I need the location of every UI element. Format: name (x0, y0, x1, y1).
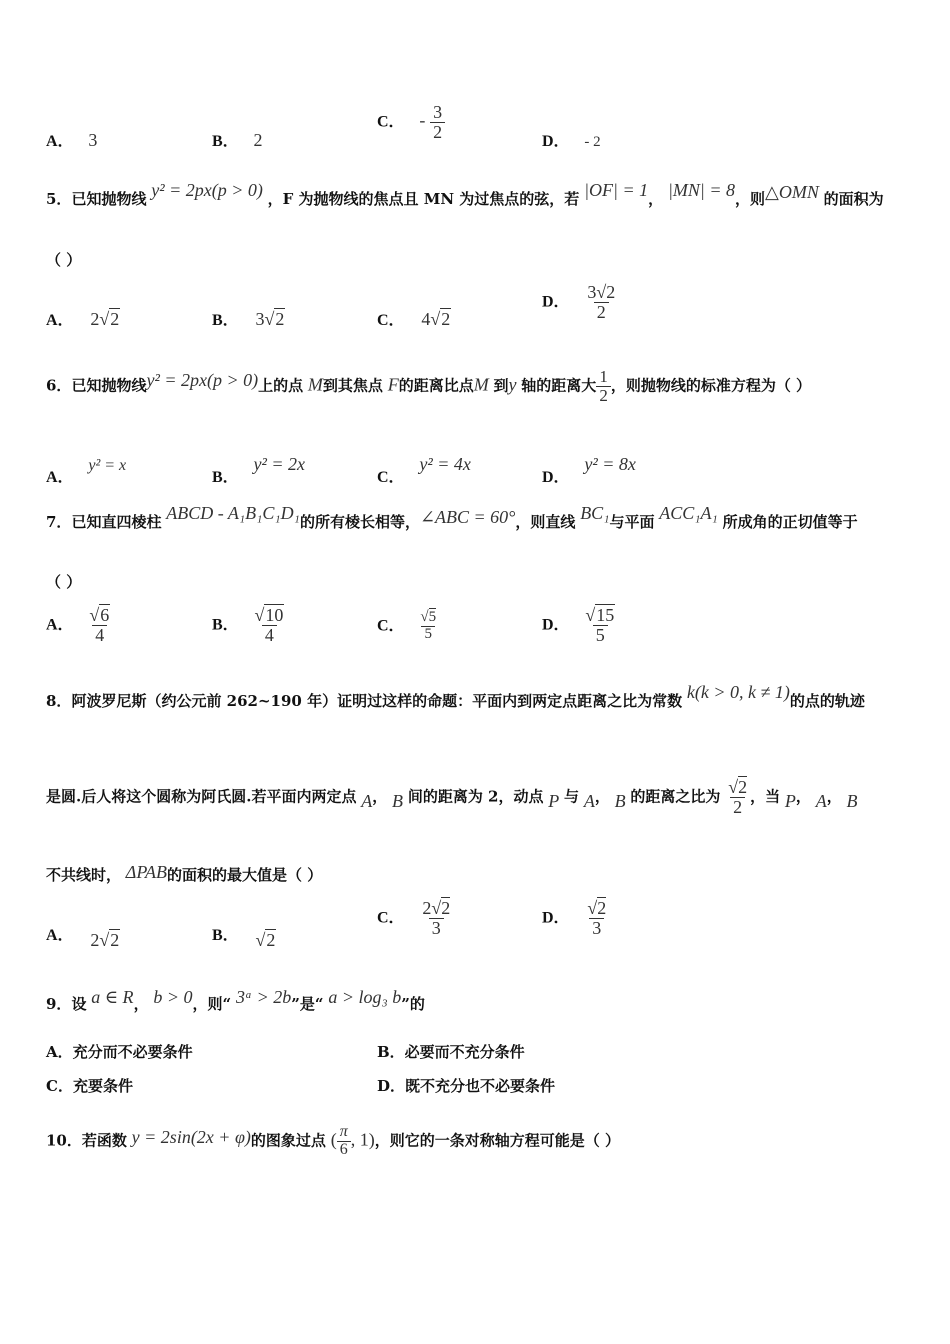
option-label: D． (542, 133, 570, 150)
q6-option-a[interactable]: A． y² = x (46, 457, 127, 486)
q5-option-c[interactable]: C． 4√2 (377, 309, 451, 329)
q8-option-d[interactable]: D． $\frac{√2}{3}$ (542, 898, 607, 938)
q9-option-a[interactable]: A．充分而不必要条件 (46, 1043, 193, 1061)
answer-paren: （ ） (46, 251, 82, 269)
option-fraction: $\frac{3}{2}$ (430, 103, 445, 142)
option-value: 3 (88, 130, 98, 150)
q6-option-b[interactable]: B． y² = 2x (212, 454, 305, 486)
q10-stem: 10．若函数 y = 2sin(2x + φ)的图象过点 ( $\frac{\pi}{6}$ , 1)，则它的一条对称轴方程可能是（ ） (46, 1123, 620, 1158)
q6-option-c[interactable]: C． y² = 4x (377, 454, 471, 486)
q5-option-d[interactable]: D． $\frac{3√2}{2}$ (542, 282, 616, 322)
option-sign: - (419, 110, 426, 131)
option-label: A． (46, 133, 74, 150)
q6-stem: 6．已知抛物线y² = 2px(p > 0)上的点 M到其焦点 F的距离比点M 到y 轴的距离大 $\frac{1}{2}$ ，则抛物线的标准方程为（ ） (46, 367, 812, 405)
q4-option-c[interactable] (377, 103, 445, 142)
option-label: B． (212, 133, 239, 150)
q9-option-b[interactable]: B．必要而不充分条件 (377, 1043, 525, 1061)
q9-stem: 9．设 a ∈ R， b > 0，则“ 3ᵃ > 2b”是“ a > log₃ b”的 (46, 987, 425, 1013)
option-label: C． (377, 113, 405, 131)
q5-stem: 5．已知抛物线 y² = 2px(p > 0) ，F 为抛物线的焦点且 MN 为过焦点的弦，若 |OF| = 1， |MN| = 8，则△OMN 的面积为 (46, 180, 884, 208)
q7-option-a[interactable]: A． $\frac{√6}{4}$ (46, 605, 110, 645)
q7-option-d[interactable]: D． $\frac{√15}{5}$ (542, 605, 615, 645)
q8-stem-line1: 8．阿波罗尼斯（约公元前 262~190 年）证明过这样的命题：平面内到两定点距离之比为常数 k(k > 0, k ≠ 1)的点的轨迹 (46, 682, 865, 710)
q7-stem: 7．已知直四棱柱 ABCD - A₁B₁C₁D₁的所有棱长相等，∠ABC = 60°，则直线 BC₁与平面 ACC₁A₁ 所成角的正切值等于 (46, 503, 858, 531)
q7-option-c[interactable]: C． $\frac{√5}{5}$ (377, 609, 437, 642)
q4-option-a[interactable] (46, 128, 97, 151)
option-value: 2 (253, 130, 263, 150)
q9-option-c[interactable]: C．充要条件 (46, 1077, 133, 1095)
q4-option-d[interactable] (542, 128, 601, 151)
q8-option-a[interactable]: A． 2√2 (46, 927, 120, 950)
q8-stem-line3: 不共线时， ΔPAB的面积的最大值是（ ） (46, 862, 323, 884)
q9-option-d[interactable]: D．既不充分也不必要条件 (377, 1077, 556, 1095)
q5-option-b[interactable]: B． 3√2 (212, 309, 285, 329)
q7-option-b[interactable]: B． $\frac{√10}{4}$ (212, 605, 284, 645)
q4-option-b[interactable] (212, 128, 262, 151)
q5-option-a[interactable]: A． 2√2 (46, 309, 120, 329)
q6-option-d[interactable]: D． y² = 8x (542, 454, 636, 486)
parabola-equation: y² = 2px(p > 0) (151, 180, 263, 200)
q8-option-c[interactable]: C． $\frac{2√2}{3}$ (377, 898, 451, 938)
q8-option-b[interactable]: B． √2 (212, 927, 276, 950)
q8-stem-line2: 是圆.后人将这个圆称为阿氏圆.若平面内两定点 A， B 间的距离为 2，动点 P 与 A， B 的距离之比为 $\frac{√2}{2}$ ，当 P， A， B (46, 777, 858, 817)
option-value: - 2 (584, 134, 601, 150)
